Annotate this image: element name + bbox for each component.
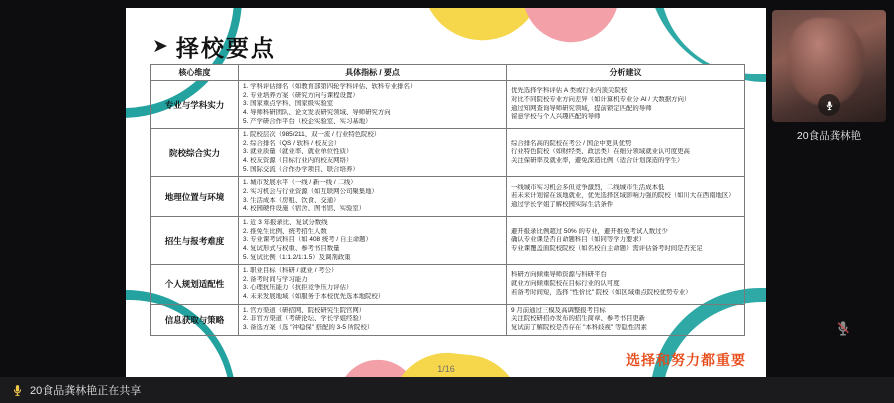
list-item: 1. 学科评估排名（如教育部第四轮学科评估、软科专业排名）: [243, 83, 417, 90]
table-cell-advice: [507, 265, 745, 305]
list-item: 3. 国家重点学科、国家级实验室: [243, 100, 334, 108]
list-item: 4. 导师科研团队、论文发表研究领域、导师研究方向: [243, 108, 391, 116]
list-item: 5. 国际交流（合作办学项目、联合培养）: [243, 165, 359, 173]
slide-title-row: [152, 30, 276, 63]
list-item: 科研方向倾重导师资源与科研平台: [511, 271, 607, 279]
table-cell-advice: [507, 304, 745, 335]
table-cell-dimension: 招生与报考难度: [151, 216, 239, 264]
list-item: 4. 未来发展地域（如服务于本校优先选本地院校）: [243, 293, 385, 301]
list-item: 1. 官方渠道（研招网、院校研究生院官网）: [243, 306, 366, 314]
decor-shape-yellow-bottom: [391, 347, 526, 380]
list-item: 就业方向倾重院校在目标行业的认可度: [511, 280, 620, 288]
participant-video-image: [788, 18, 864, 106]
list-item: 1. 近 3 年报录比、复试分数线: [243, 218, 328, 226]
list-item: 3. 专业课考试科目（如 408 统考 / 自主命题）: [243, 236, 372, 244]
participant-name: 20食品龚林艳: [796, 130, 862, 142]
slide-table: [150, 64, 745, 336]
list-item: 9 月前通过三模及高调整报考目标: [511, 306, 606, 314]
list-item: 3. 生活成本（房租、饮食、交通）: [243, 196, 340, 204]
table-header-dimension: 核心维度: [151, 65, 239, 81]
table-header-row: [151, 65, 745, 81]
list-item: 2. 综合排名（QS / 软科 / 校友会）: [243, 139, 341, 147]
list-item: 3. 心理抗压能力（抗拒竞争压力评估）: [243, 284, 353, 292]
microphone-muted-icon[interactable]: [830, 315, 856, 341]
list-item: 5. 产学研合作平台（校企实验室、实习基地）: [243, 117, 372, 125]
list-item: 1. 院校层次（985/211、双一流 / 行业特色院校）: [243, 131, 381, 139]
table-cell-indicators: [239, 129, 507, 177]
list-item: 1. 城市发展水平（一线 / 新一线 / 二线）: [243, 179, 357, 187]
share-status-text: 20食品龚林艳正在共享: [30, 385, 142, 397]
table-body: [151, 81, 745, 336]
list-item: 专业课覆盖面院校院校（如名校自主命题）需评估备考时间是否充足: [511, 244, 703, 252]
list-item: 若备考时间短，选择 "性价比" 院校（如区域重点院校优势专业）: [511, 288, 692, 296]
table-cell-advice: [507, 177, 745, 217]
table-cell-indicators: [239, 265, 507, 305]
list-item: 4. 校友资源（目标行业内的校友网络）: [243, 157, 353, 165]
table-row: [151, 81, 745, 129]
arrow-icon: ➤: [152, 36, 168, 57]
table-cell-dimension: 地理位置与环境: [151, 177, 239, 217]
table-cell-dimension: 院校综合实力: [151, 129, 239, 177]
slide-page-indicator: 1/16: [437, 364, 455, 374]
table-row: [151, 265, 745, 305]
table-cell-advice: [507, 129, 745, 177]
list-item: 5. 复试比例（1:1.2/1:1.5）及调剂政策: [243, 253, 351, 261]
list-item: 避开报录比例超过 50% 的专业，避开推免考试人数过少: [511, 227, 668, 235]
table-cell-indicators: [239, 304, 507, 335]
list-item: 2. 实习机会与行业资源（如互联网公司聚集地）: [243, 188, 378, 196]
list-item: 确认专业课是否自命题科目（如同等学力要求）: [511, 236, 646, 244]
table-header-indicators: 具体指标 / 要点: [239, 65, 507, 81]
list-item: 优先选择学科评估 A 类或行业内顶尖院校: [511, 87, 628, 95]
slide-note: 选择和努力都重要: [626, 352, 746, 368]
table-row: [151, 177, 745, 217]
decor-shape-pink-top: [514, 8, 624, 51]
list-item: 通过知网查询导师研究领域，提前锁定匹配的导师: [511, 104, 652, 112]
list-item: 若未来计划留在该地就业，优先选择区域影响力强的院校（如川大在西南地区）: [511, 192, 735, 200]
list-item: 2. 推免生比例、统考招生人数: [243, 227, 327, 235]
list-item: 3. 备选方案（选 "冲稳保" 搭配的 3-5 所院校）: [243, 324, 374, 332]
list-item: 4. 校园硬件设施（宿舍、图书馆、实验室）: [243, 205, 366, 213]
table-cell-advice: [507, 81, 745, 129]
list-item: 2. 专业培养方案（研究方向与课程设置）: [243, 91, 359, 99]
page-title: 择校要点: [175, 35, 276, 61]
list-item: 关注保研率及就业率，避免深造比例（适合计划深造的学生）: [511, 157, 684, 165]
list-item: 通过学长学姐了解校园实际生活条件: [511, 201, 614, 208]
list-item: 一线城市实习机会多但竞争激烈，二线城市生活成本低: [511, 183, 665, 191]
microphone-icon[interactable]: [818, 94, 840, 116]
table-cell-indicators: [239, 177, 507, 217]
share-status-bar: [0, 377, 894, 403]
shared-slide[interactable]: [126, 8, 766, 380]
table-cell-dimension: 信息获取与策略: [151, 304, 239, 335]
participant-video-tile[interactable]: [772, 10, 886, 122]
table-header-advice: 分析建议: [507, 65, 745, 81]
list-item: 2. 备考时间与学习能力: [243, 275, 308, 283]
table-row: [151, 304, 745, 335]
list-item: 留意学校与个人兴趣匹配的导师: [511, 113, 601, 121]
list-item: 关注院校研招办发布的招生简章、参考书目更新: [511, 315, 646, 323]
table-cell-advice: [507, 216, 745, 264]
list-item: 2. 非官方渠道（考研论坛、学长学姐经验）: [243, 315, 366, 323]
table-cell-indicators: [239, 81, 507, 129]
table-cell-dimension: 专业与学科实力: [151, 81, 239, 129]
table-row: [151, 129, 745, 177]
table-row: [151, 216, 745, 264]
list-item: 复试前了解院校是否存在 "本科歧视" 等隐性因素: [511, 324, 647, 332]
table-cell-indicators: [239, 216, 507, 264]
list-item: 4. 复试形式与权重、参考书目数量: [243, 244, 340, 252]
list-item: 3. 就业质量（就业率、就业单位性质）: [243, 148, 353, 156]
list-item: 行业特色院校（如财经类、政法类）在细分领域就业认可度更高: [511, 148, 690, 156]
table-cell-dimension: 个人规划适配性: [151, 265, 239, 305]
screen-share-icon: [10, 383, 24, 397]
list-item: 1. 职业目标（科研 / 就业 / 考公）: [243, 267, 338, 275]
list-item: 综合排名高的院校在考公 / 国企中更具优势: [511, 139, 632, 147]
list-item: 对比不同院校专业方向差异（如计算机专业分 AI / 大数据方向）: [511, 95, 691, 103]
